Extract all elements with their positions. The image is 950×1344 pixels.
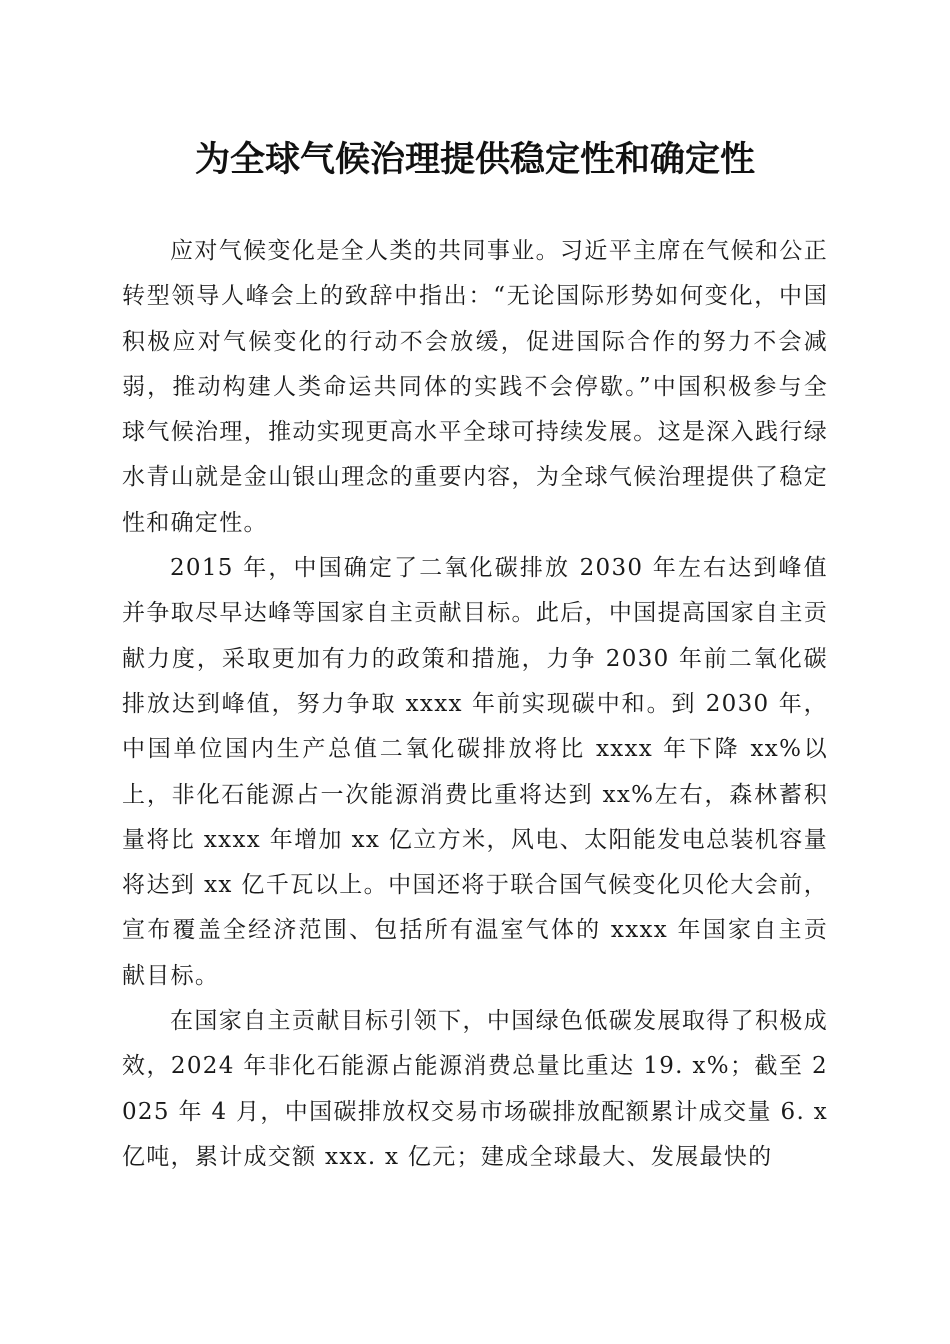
paragraph-3: 在国家自主贡献目标引领下，中国绿色低碳发展取得了积极成效，2024 年非化石能源占能源消费总量比重达 19. x%；截至 2025 年 4 月，中国碳排放权交易市场碳排放配额累计成交量 6. x 亿吨，累计成交额 xxx. x 亿元；建成全球最大、发展最快的 — [122, 1008, 828, 1170]
paragraph-1: 应对气候变化是全人类的共同事业。习近平主席在气候和公正转型领导人峰会上的致辞中指出：“无论国际形势如何变化，中国积极应对气候变化的行动不会放缓，促进国际合作的努力不会减弱，推动构建人类命运共同体的实践不会停歇。”中国积极参与全球气候治理，推动实现更高水平全球可持续发展。这是深入践行绿水青山就是金山银山理念的重要内容，为全球气候治理提供了稳定性和确定性。 — [122, 238, 828, 536]
paragraph-2: 2015 年，中国确定了二氧化碳排放 2030 年左右达到峰值并争取尽早达峰等国家自主贡献目标。此后，中国提高国家自主贡献力度，采取更加有力的政策和措施，力争 2030 年前二氧化碳排放达到峰值，努力争取 xxxx 年前实现碳中和。到 2030 年，中国单位国内生产总值二氧化碳排放将比 xxxx 年下降 xx%以上，非化石能源占一次能源消费比重将达到 xx%左右，森林蓄积量将比 xxxx 年增加 xx 亿立方米，风电、太阳能发电总装机容量将达到 xx 亿千瓦以上。中国还将于联合国气候变化贝伦大会前，宣布覆盖全经济范围、包括所有温室气体的 xxxx 年国家自主贡献目标。 — [122, 555, 828, 989]
document-body — [122, 229, 828, 1180]
document-title: 为全球气候治理提供稳定性和确定性 — [194, 139, 755, 180]
